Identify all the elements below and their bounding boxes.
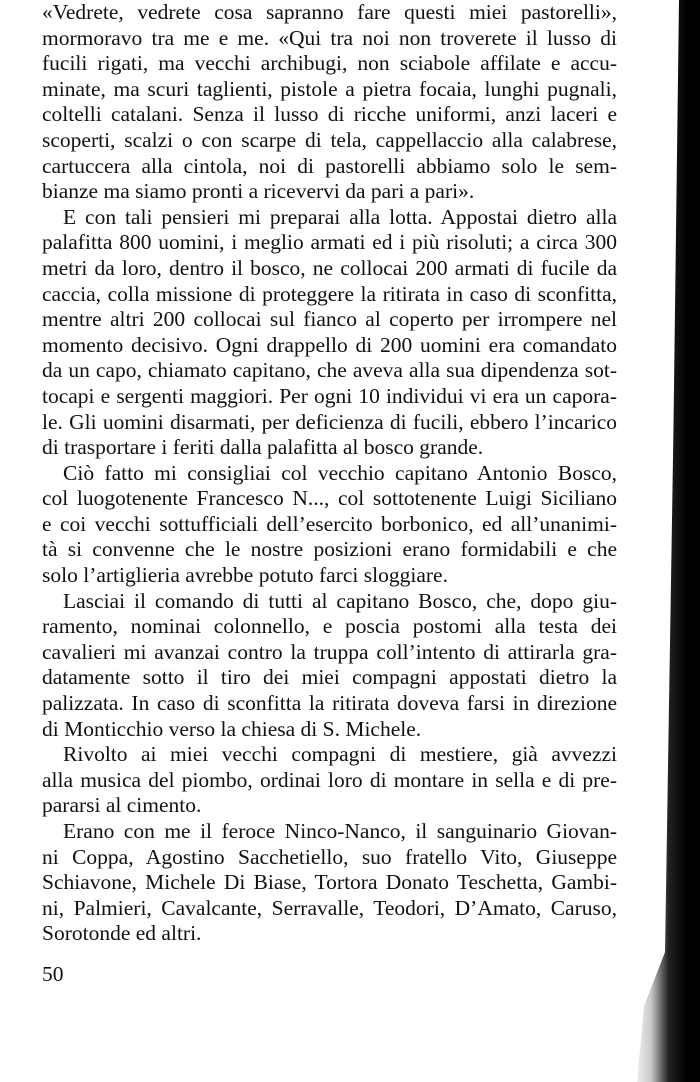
text-line: mentre altri 200 collocai sul fianco al coperto per irrompere nel: [42, 307, 617, 332]
text-line: cavalieri mi avanzai contro la truppa coll’intento di attirarla gra-: [42, 639, 617, 664]
text-line: Sorotonde ed altri.: [42, 921, 202, 946]
text-line: «Vedrete, vedrete cosa sapranno fare questi miei pastorelli»,: [42, 0, 617, 24]
text-line: ni Coppa, Agostino Sacchetiello, suo fratello Vito, Giuseppe: [42, 844, 617, 869]
text-line: datamente sotto il tiro dei miei compagni appostati dietro la: [42, 665, 617, 690]
text-line: momento decisivo. Ogni drappello di 200 uomini era comandato: [42, 332, 617, 357]
text-line: tà si convenne che le nostre posizioni erano formidabili e che: [42, 537, 617, 562]
text-line: palafitta 800 uomini, i meglio armati ed i più risoluti; a circa 300: [42, 230, 617, 255]
text-line: minate, ma scuri taglienti, pistole a pietra focaia, lunghi pugnali,: [42, 76, 617, 101]
text-line: Rivolto ai miei vecchi compagni di mestiere, già avvezzi: [63, 742, 617, 767]
text-line: di trasportare i feriti dalla palafitta al bosco grande.: [42, 435, 484, 460]
text-line: tocapi e sergenti maggiori. Per ogni 10 individui vi era un capora-: [42, 383, 617, 408]
text-line: E con tali pensieri mi preparai alla lotta. Appostai dietro alla: [63, 204, 617, 229]
text-line: di Monticchio verso la chiesa di S. Michele.: [42, 716, 422, 741]
text-line: alla musica del piombo, ordinai loro di montare in sella e di pre-: [42, 767, 617, 792]
text-line: ni, Palmieri, Cavalcante, Serravalle, Teodori, D’Amato, Caruso,: [42, 895, 617, 920]
text-line: Ciò fatto mi consigliai col vecchio capitano Antonio Bosco,: [63, 460, 617, 485]
page-number: 50: [42, 962, 64, 986]
text-line: coltelli catalani. Senza il lusso di ricche uniformi, anzi laceri e: [42, 102, 617, 127]
text-line: Schiavone, Michele Di Biase, Tortora Donato Teschetta, Gambi-: [42, 870, 617, 895]
text-line: ramento, nominai colonnello, e poscia postomi alla testa dei: [42, 614, 617, 639]
text-line: palizzata. In caso di sconfitta la ritirata doveva farsi in direzione: [42, 691, 617, 716]
text-line: caccia, colla missione di proteggere la ritirata in caso di sconfitta,: [42, 281, 617, 306]
text-line: le. Gli uomini disarmati, per deficienza di fucili, ebbero l’incarico: [42, 409, 617, 434]
paragraph: [42, 742, 617, 819]
text-line: solo l’artiglieria avrebbe potuto farci sloggiare.: [42, 563, 448, 588]
text-line: bianze ma siamo pronti a ricevervi da pari a pari».: [42, 179, 475, 204]
paragraph: [42, 819, 617, 947]
text-line: scoperti, scalzi o con scarpe di tela, cappellaccio alla calabrese,: [42, 127, 617, 152]
text-line: Erano con me il feroce Ninco-Nanco, il sanguinario Giovan-: [63, 819, 617, 843]
text-line: col luogotenente Francesco N..., col sottotenente Luigi Siciliano: [42, 486, 617, 511]
paragraph: [42, 589, 617, 743]
text-line: e coi vecchi sottufficiali dell’esercito borbonico, ed all’unanimi-: [42, 511, 617, 536]
scan-edge-shadow: [630, 0, 700, 1082]
paragraph: [42, 461, 617, 589]
paragraph: [42, 205, 617, 461]
paragraph: [42, 0, 617, 205]
text-line: da un capo, chiamato capitano, che aveva alla sua dipendenza sot-: [42, 358, 617, 383]
text-line: fucili rigati, ma vecchi archibugi, non sciabole affilate e accu-: [42, 51, 617, 76]
page-body-text: [42, 0, 617, 947]
text-line: mormoravo tra me e me. «Qui tra noi non troverete il lusso di: [42, 25, 617, 50]
text-line: cartuccera alla cintola, noi di pastorelli abbiamo solo le sem-: [42, 153, 617, 178]
text-line: pararsi al cimento.: [42, 793, 202, 818]
text-line: metri da loro, dentro il bosco, ne collocai 200 armati di fucile da: [42, 255, 617, 280]
text-line: Lasciai il comando di tutti al capitano Bosco, che, dopo giu-: [63, 588, 617, 613]
